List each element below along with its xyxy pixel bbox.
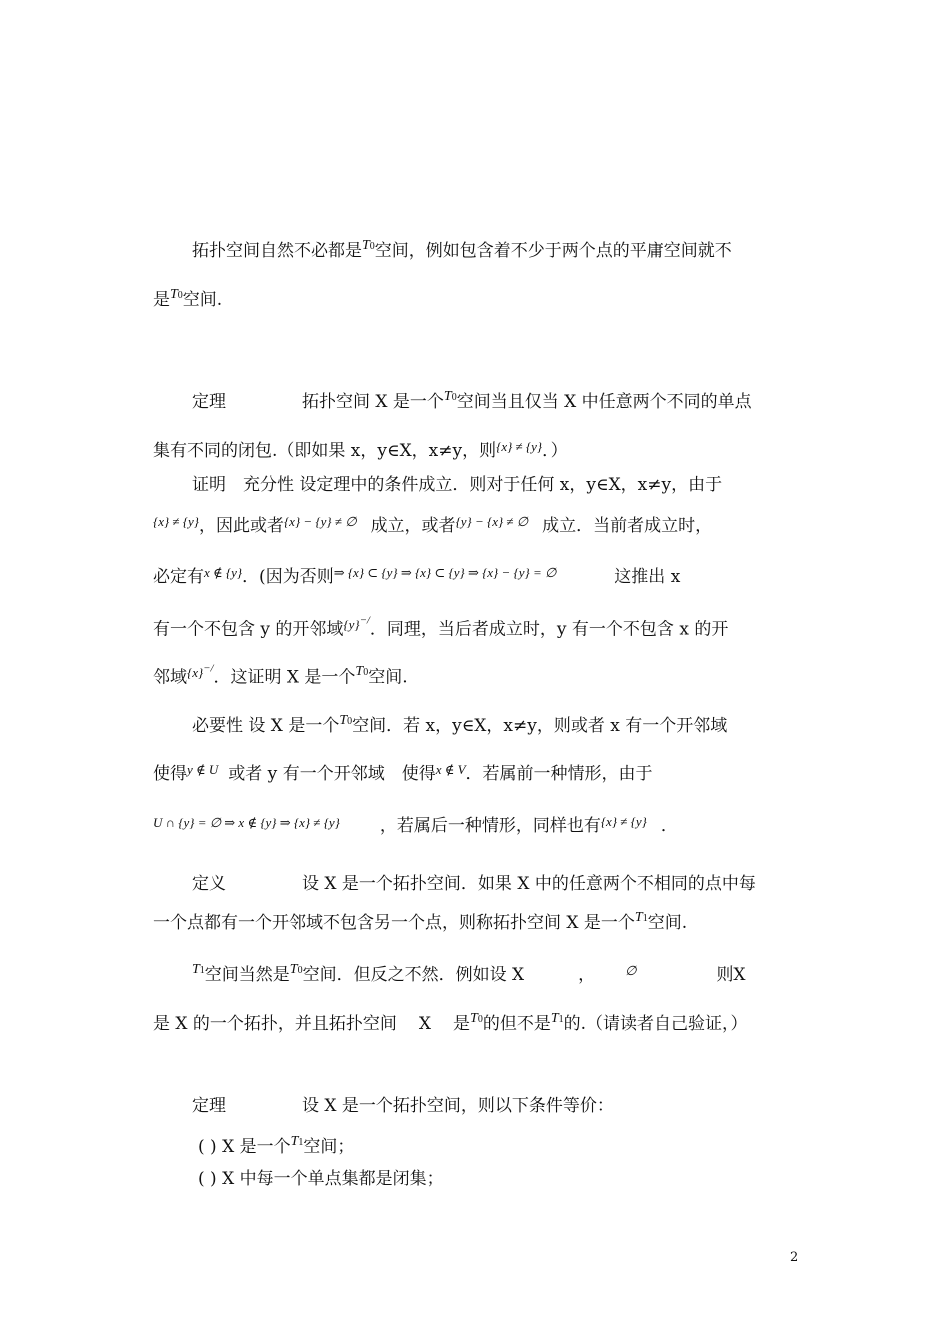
x-notin-closure-y: x ∉ {y} [204, 565, 243, 580]
theorem2-item2: ( ) X 中每一个单点集都是闭集； [198, 1169, 444, 1189]
implication-chain-formula: ⇒ {x} ⊂ {y} ⇒ {x} ⊂ {y} ⇒ {x} − {y} = ∅ [333, 565, 557, 580]
t0-symbol: T0 [170, 287, 183, 302]
t0-symbol: T0 [443, 389, 457, 404]
example-line2: 是 X 的一个拓扑，并且拓扑空间 X 是$^{T0}$的但不是$^{T1}$的.（请读者自己验证，） [153, 1011, 748, 1034]
diff-formula-1: {x} − {y} ≠ ∅ [283, 514, 357, 529]
t1-symbol: T1 [634, 910, 648, 925]
complement-closure-x: {x}−/ [187, 663, 214, 681]
theorem2-line1: 设 X 是一个拓扑空间，则以下条件等价： [302, 1096, 614, 1116]
necessity-line2: 使得$^{y \notin U}$ 或者 y 有一个开邻域 使得$^{x \notin V}$．若属前一种情形，由于 [153, 762, 653, 784]
definition-line2: 一个点都有一个开邻域不包含另一个点，则称拓扑空间 X 是一个$^{T1}$空间. [153, 910, 688, 933]
t0-symbol: T0 [355, 664, 369, 680]
closure-neq-formula: {x} ≠ {y} [600, 814, 647, 829]
necessity-line1: 必要性 设 X 是一个$^{T0}$空间．若 x，y∈X，x≠y，则或者 x 有一个开邻域 [192, 713, 728, 736]
theorem2-item1: ( ) X 是一个$^{T1}$空间； [198, 1134, 355, 1157]
para1-line1: 拓扑空间自然不必都是$^{T0}$空间，例如包含着不少于两个点的平庸空间就不 [192, 238, 732, 261]
proof-line3: 必定有$^{x \notin \{y\}}$．(因为否则$^{\Rightarrow \{x\} \subset \{y\} \Rightarrow \{x\} \subset \{y\} \Rightarrow \{x\} - \{y\} = \emptyset}$ 这推出 x [153, 565, 681, 587]
t0-symbol: T0 [362, 238, 375, 253]
theorem1-line1: 拓扑空间 X 是一个$^{T0}$空间当且仅当 X 中任意两个不同的单点 [302, 389, 752, 412]
empty-set-symbol: ∅ [625, 963, 637, 978]
complement-closure-y: {y}−/ [343, 615, 370, 633]
t1-symbol: T1 [192, 962, 205, 977]
theorem1-label: 定理 [192, 392, 226, 412]
theorem2-label: 定理 [192, 1096, 226, 1116]
proof-line2: $^{\{x\} \ne \{y\}}$，因此或者$^{\{x\} - \{y\} \ne \emptyset}$ 成立，或者$^{\{y\} - \{x\} \ne \emptyset}$ 成立．当前者成立时， [153, 514, 713, 536]
proof-line5: 邻域$^{\{x\}^{-/}}$．这证明 X 是一个$^{T0}$空间. [153, 663, 408, 688]
proof-line4: 有一个不包含 y 的开邻域$^{\{y\}^{-/}}$．同理，当后者成立时，y 有一个不包含 x 的开 [153, 615, 729, 640]
closure-neq-formula: {x} ≠ {y} [496, 439, 543, 454]
t1-symbol: T1 [550, 1011, 564, 1026]
page-number: 2 [790, 1250, 799, 1265]
proof-line1: 证明 充分性 设定理中的条件成立．则对于任何 x，y∈X，x≠y，由于 [192, 475, 723, 495]
y-notin-u-formula: y ∉ U [187, 762, 219, 777]
example-line1: $^{T1}$空间当然是$^{T0}$空间．但反之不然．例如设 X ， ∅ 则X [192, 962, 746, 985]
definition-line1: 设 X 是一个拓扑空间．如果 X 中的任意两个不相同的点中每 [302, 874, 756, 894]
closure-neq-formula: {x} ≠ {y} [153, 514, 199, 529]
x-notin-v-formula: x ∉ V [435, 762, 466, 777]
t0-symbol: T0 [289, 962, 303, 977]
diff-formula-2: {y} − {x} ≠ ∅ [455, 514, 529, 529]
t0-symbol: T0 [339, 713, 353, 728]
t0-symbol: T0 [470, 1011, 483, 1026]
definition-label: 定义 [192, 874, 226, 894]
t1-symbol: T1 [290, 1134, 304, 1149]
theorem1-line2: 集有不同的闭包.（即如果 x，y∈X，x≠y，则$^{\{x\} \ne \{y\}}$．） [153, 439, 568, 461]
u-intersection-chain-formula: U ∩ {y} = ∅ ⇒ x ∉ {y} ⇒ {x} ≠ {y} [153, 815, 340, 830]
necessity-line3: $^{U \cap \{y\} = \emptyset \Rightarrow x \notin \{y\} \Rightarrow \{x\} \ne \{y\}}$ ，若属后一种情形，同样也有$^{\{x\} \ne \{y\}}$ ． [153, 814, 678, 836]
para1-line2: 是$^{T0}$空间. [153, 287, 223, 310]
